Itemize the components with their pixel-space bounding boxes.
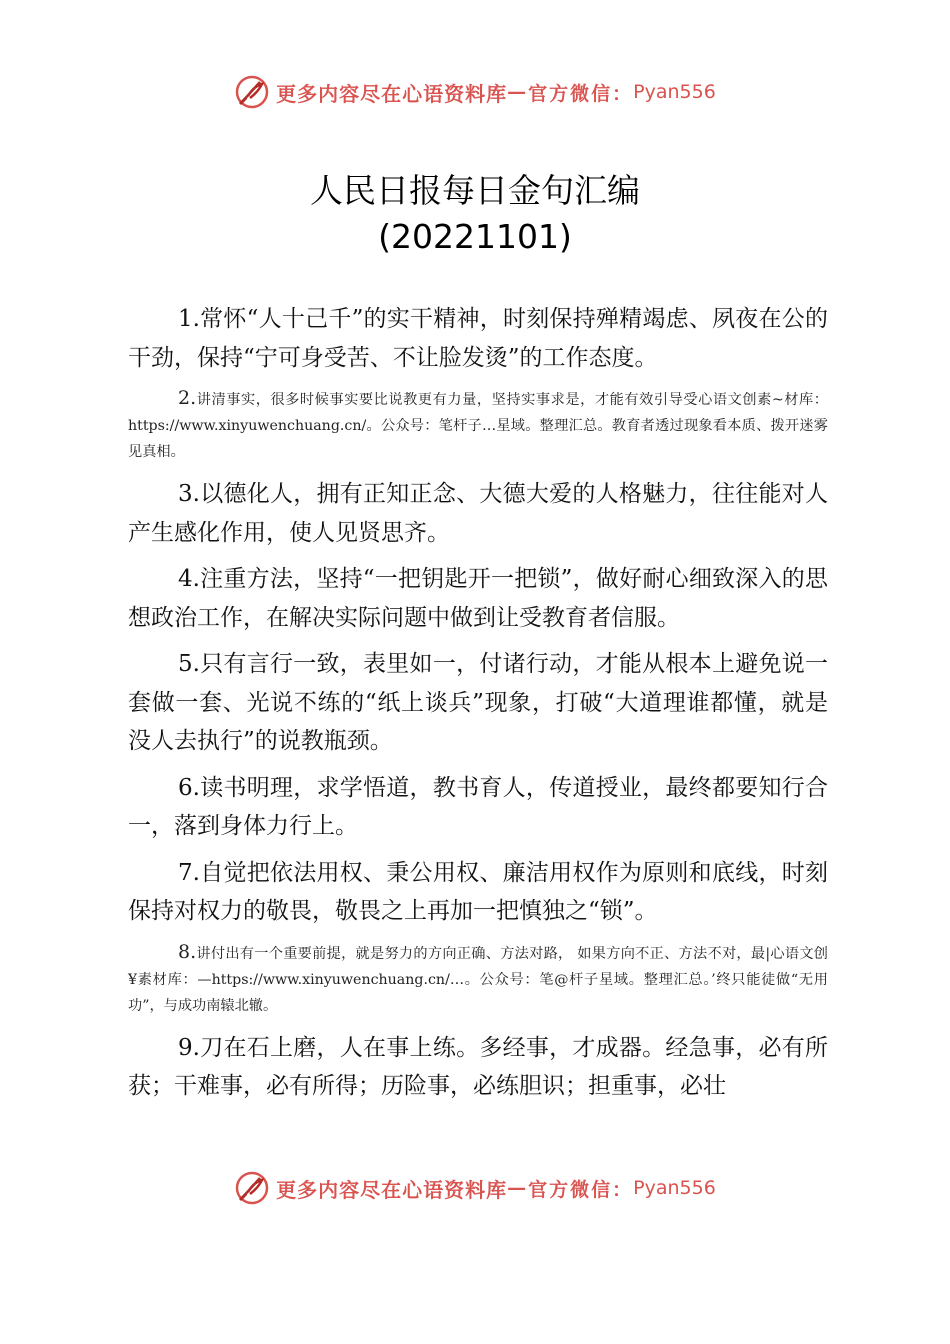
paragraph-number: 2. bbox=[178, 387, 197, 409]
title-line-2: (20221101) bbox=[378, 217, 572, 256]
banner-dash: — bbox=[507, 1177, 529, 1199]
quote-paragraph: 5.只有言行一致，表里如一，付诸行动，才能从根本上避免说一套做一套、光说不练的“纸上谈兵”现象，打破“大道理谁都懂，就是没人去执行”的说教瓶颈。 bbox=[128, 651, 828, 754]
paragraph-text: 讲付出有一个重要前提，就是努力的方向正确、方法对路， 如果方向不正、方法不对，最|心语文创¥素材库：—https://www.xinyuwenchuang.cn/…。公众号：笔@杆子星域。整理汇总。’终只能徒做“无用功”，与成功南辕北辙。 bbox=[128, 945, 828, 1014]
quote-paragraph: 7.自觉把依法用权、秉公用权、廉洁用权作为原则和底线，时刻保持对权力的敬畏，敬畏之上再加一把慎独之“锁”。 bbox=[128, 859, 828, 924]
document-body bbox=[128, 300, 828, 1114]
banner-official: 官方微信： bbox=[528, 1178, 634, 1201]
banner-wechat-id: Pyan556 bbox=[633, 81, 716, 103]
banner-official: 官方微信： bbox=[528, 82, 634, 105]
title-line-1: 人民日报每日金句汇编 bbox=[310, 171, 640, 210]
quote-paragraph-small bbox=[128, 385, 828, 465]
quote-paragraph: 4.注重方法，坚持“一把钥匙开一把锁”，做好耐心细致深入的思想政治工作，在解决实际问题中做到让受教育者信服。 bbox=[128, 566, 828, 631]
page-title bbox=[0, 168, 950, 260]
quote-paragraph: 1.常怀“人十己千”的实干精神，时刻保持殚精竭虑、夙夜在公的干劲，保持“宁可身受苦、不让脸发烫”的工作态度。 bbox=[128, 306, 828, 371]
feather-logo-icon bbox=[234, 1170, 270, 1206]
paragraph-number: 8. bbox=[178, 940, 197, 963]
banner-wechat-id: Pyan556 bbox=[633, 1177, 716, 1199]
header-watermark-banner bbox=[0, 70, 950, 114]
quote-paragraph: 9.刀在石上磨，人在事上练。多经事，才成器。经急事，必有所获；干难事，必有所得；历险事，必练胆识；担重事，必壮 bbox=[128, 1034, 828, 1099]
banner-text: 更多内容尽在心语资料库 bbox=[276, 1177, 508, 1202]
paragraph-text: 讲清事实，很多时候事实要比说教更有力量，坚持实事求是，才能有效引导受心语文创素~材库：https://www.xinyuwenchuang.cn/。公众号：笔杆子…星域。整理汇总。教育者透过现象看本质、拨开迷雾见真相。 bbox=[128, 392, 828, 460]
banner-dash: — bbox=[507, 81, 529, 103]
quote-paragraph: 3.以德化人，拥有正知正念、大德大爱的人格魅力，往往能对人产生感化作用，使人见贤思齐。 bbox=[128, 481, 828, 546]
quote-paragraph: 6.读书明理，求学悟道，教书育人，传道授业，最终都要知行合一，落到身体力行上。 bbox=[128, 774, 828, 839]
feather-logo-icon bbox=[234, 74, 270, 110]
banner-text: 更多内容尽在心语资料库 bbox=[276, 81, 508, 106]
quote-paragraph-small bbox=[128, 939, 828, 1019]
footer-watermark-banner bbox=[0, 1166, 950, 1210]
